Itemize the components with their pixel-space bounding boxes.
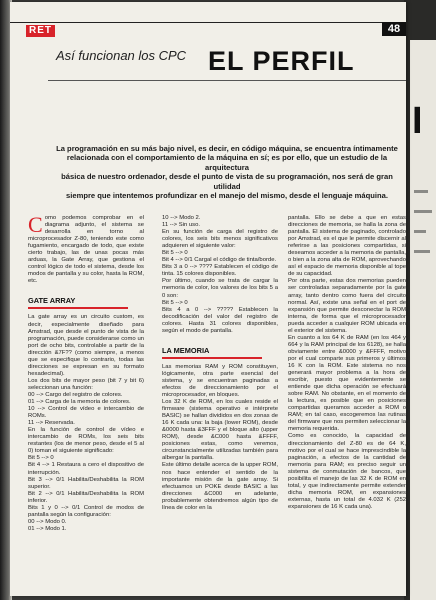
body-paragraph: Los 32 K de ROM, en los cuales reside el firmware (sistema operativo e intérprete BASIC) se hallan divididos en dos zonas de 16 K cada una: la baja (lower ROM), desde &0000 hasta &3FFF y el bloque alto (upper ROM), desde &C000 hasta &FFFF, posiciones estas, como veremos, circunstancialmente utilizadas también para albergar la pantalla. xyxy=(162,399,278,462)
lead-line: La programación en su más bajo nivel, es decir, en código máquina, se encuentra íntimamente xyxy=(56,144,398,153)
body-paragraph: En su función de carga del registro de colores, los seis bits menos significativos adquieren el siguiente valor: xyxy=(162,229,278,250)
body-paragraph: Bit 5 --> 0 xyxy=(162,250,188,257)
body-paragraph: Este último detalle acerca de la upper ROM, nos hace entender el sentido de la importante misión de la gate array. Si efectuamos un POKE desde BASIC a las direcciones &C000 en adelante, probablemente obtendremos algún tipo de línea de color en la xyxy=(162,462,278,511)
magazine-logo: RET xyxy=(26,25,55,37)
body-paragraph: 11 --> Reservada. xyxy=(28,420,75,427)
facing-page-text xyxy=(414,230,426,233)
intro-paragraph: Como podemos comprobar en el diagrama adjunto, el sistema se desarrolla en torno al microprocesador Z-80, teniendo este como fugamiento, encargado de todo, que existe cierto trabajo, las de unas pocas más arduas, la Gate Array, que gestiona el control lógico de todo el sistema, desde los modos de pantalla y su color, hasta la ROM, etc. xyxy=(28,212,144,285)
body-paragraph: 10 --> Modo 2. xyxy=(162,215,201,221)
drop-cap: C xyxy=(28,212,43,237)
body-paragraph: Bits 1 y 0 --> 0/1 Control de modos de pantalla según la configuración: xyxy=(28,504,144,518)
body-paragraph: Bits 4 a 0 --> ????? Establecen la decodificación del valor del registro de colores. Hasta 31 colores disponibles, según el modo de pantalla. xyxy=(162,306,278,334)
text-column-1 xyxy=(28,212,144,533)
facing-page-text xyxy=(414,210,432,213)
facing-page-edge xyxy=(410,40,436,600)
body-paragraph: Bit 4 --> 0/1 Cargal el código de tinta/borde. xyxy=(162,257,277,264)
lead-line: siempre que intentemos profundizar en el manejo del mismo, desde el lenguaje máquina. xyxy=(66,191,388,201)
facing-page-text xyxy=(414,190,428,193)
lead-line: relacionada con el comportamiento de la máquina en sí; es por ello, que un estudio de la arquitectura xyxy=(66,153,388,172)
body-paragraph: Los dos bits de mayor peso (bit 7 y bit 6) seleccionan una función: xyxy=(28,377,144,391)
body-paragraph: 11 --> Sin uso. xyxy=(162,222,201,229)
header-rule xyxy=(10,22,406,33)
body-paragraph: Como es conocido, la capacidad de direccionamiento del Z-80 es de 64 K, motivo por el cual se hace imprescindible la paginación, a efectos de la cantidad de memoria para RAM; es preciso seguir un sistema de conmutación de bancos, que posibilita el manejo de las 32 K de ROM en total, y que indirectamente permite extender dicha memoria ROM, en expansiones externas, hasta un total de 4.032 K (252 expansiones de 16 K cada una). xyxy=(288,433,406,510)
text-column-3 xyxy=(288,215,406,511)
subhead-gate-array: GATE ARRAY xyxy=(28,296,128,309)
body-paragraph: Las memorias RAM y ROM constituyen, lógicamente, otra parte esencial del sistema, y se encuentran paginadas a efectos de direccionamiento por el microprocesador, en bloques. xyxy=(162,363,278,398)
body-paragraph: 00 --> Modo 0. xyxy=(28,518,67,525)
page-number: 48 xyxy=(382,22,406,36)
body-paragraph: Bits 3 a 0 --> ???? Establecen el código de tinta. 15 colores disponibles. xyxy=(162,264,278,278)
facing-page-headline: I xyxy=(412,100,423,142)
body-paragraph: 01 --> Carga de la memoria de colores. xyxy=(28,399,131,406)
facing-page-text xyxy=(414,250,430,253)
body-paragraph: Bit 4 --> 1 Restaura a cero el dispositivo de interrupción. xyxy=(28,462,144,476)
text-column-2 xyxy=(162,215,278,512)
body-paragraph: 10 --> Control de vídeo e intercambio de ROMs. xyxy=(28,406,144,420)
body-paragraph: pantalla. Ello se debe a que en estas direcciones de memoria, se halla la zona de pantalla. El sistema de paginado, controlado por Amstrad, es el que le permite discernir al referirse a las posiciones compartidas, si deseamos acceder a la memoria de pantalla, o bien a la zona alta de ROM, aprovechando así el espacio de memoria disponible al tope de su capacidad. xyxy=(288,215,406,278)
body-paragraph: 01 --> Modo 1. xyxy=(28,525,67,532)
headline-rule xyxy=(48,80,406,81)
subhead-la-memoria: LA MEMORIA xyxy=(162,346,262,359)
body-paragraph: Bit 5 --> 0 xyxy=(162,299,188,306)
article-headline: EL PERFIL xyxy=(208,46,355,76)
body-paragraph: En cuanto a los 64 K de RAM (en los 464 y 664 y la RAM principal de los 6128), se halla obviamente entre &0000 y &FFFF, motivo por el cual comparte sus primeros y últimos 16 K con la ROM. Este sistema no nos generará mayor problema a la hora de escribir, puesto que evidentemente se entiende que dicha operación se efectuará sobre RAM. No obstante, en el momento de la lectura, es posible que en posiciones compartidas queramos acceder a ROM o RAM; en tal caso, escogeremos las rutinas del firmware que nos permiten seleccionar la memoria requerida. xyxy=(288,334,406,433)
body-paragraph: En la función de control de vídeo e intercambio de ROMs, los seis bits restantes (los de menor peso, desde el 5 al 0) toman el siguiente significado: xyxy=(28,427,144,455)
body-paragraph: Por otra parte, estas dos memorias pueden ser controladas separadamente por la gate array, tanto dentro como fuera del circuito normal. Así, existe una señal en el port de expansión que permite desconectar la ROM interna, de forma que el microprocesador pueda acceder a cualquier ROM ubicada en el exterior del sistema. xyxy=(288,278,406,334)
body-paragraph: Bit 5 --> 0 xyxy=(28,455,54,462)
body-paragraph: Bit 3 --> 0/1 Habilita/Deshabilita la ROM superior. xyxy=(28,476,144,490)
body-paragraph: La gate array es un circuito custom, es decir, especialmente diseñado para Amstrad, que desde el punto de vista de la programación, puede considerarse como un port de ocho bits, controlable a partir de la dirección &7F?? (como siempre, a menos que se especifique lo contrario, todas las direcciones se expresan en su formato hexadecimal). xyxy=(28,314,144,377)
body-paragraph: Bit 2 --> 0/1 Habilita/Deshabilita la ROM inferior. xyxy=(28,490,144,504)
body-paragraph: Por último, cuando se trata de cargar la memoria de color, los valores de los bits 5 a 0 son: xyxy=(162,278,278,299)
lead-line: básica de nuestro ordenador, desde el punto de vista de su programación, nos será de gran utilidad xyxy=(61,172,393,191)
article-lead xyxy=(48,144,406,200)
magazine-page xyxy=(10,2,406,596)
body-paragraph: 00 --> Cargo del registro de colores. xyxy=(28,391,123,398)
section-title: Así funcionan los CPC xyxy=(56,48,187,63)
